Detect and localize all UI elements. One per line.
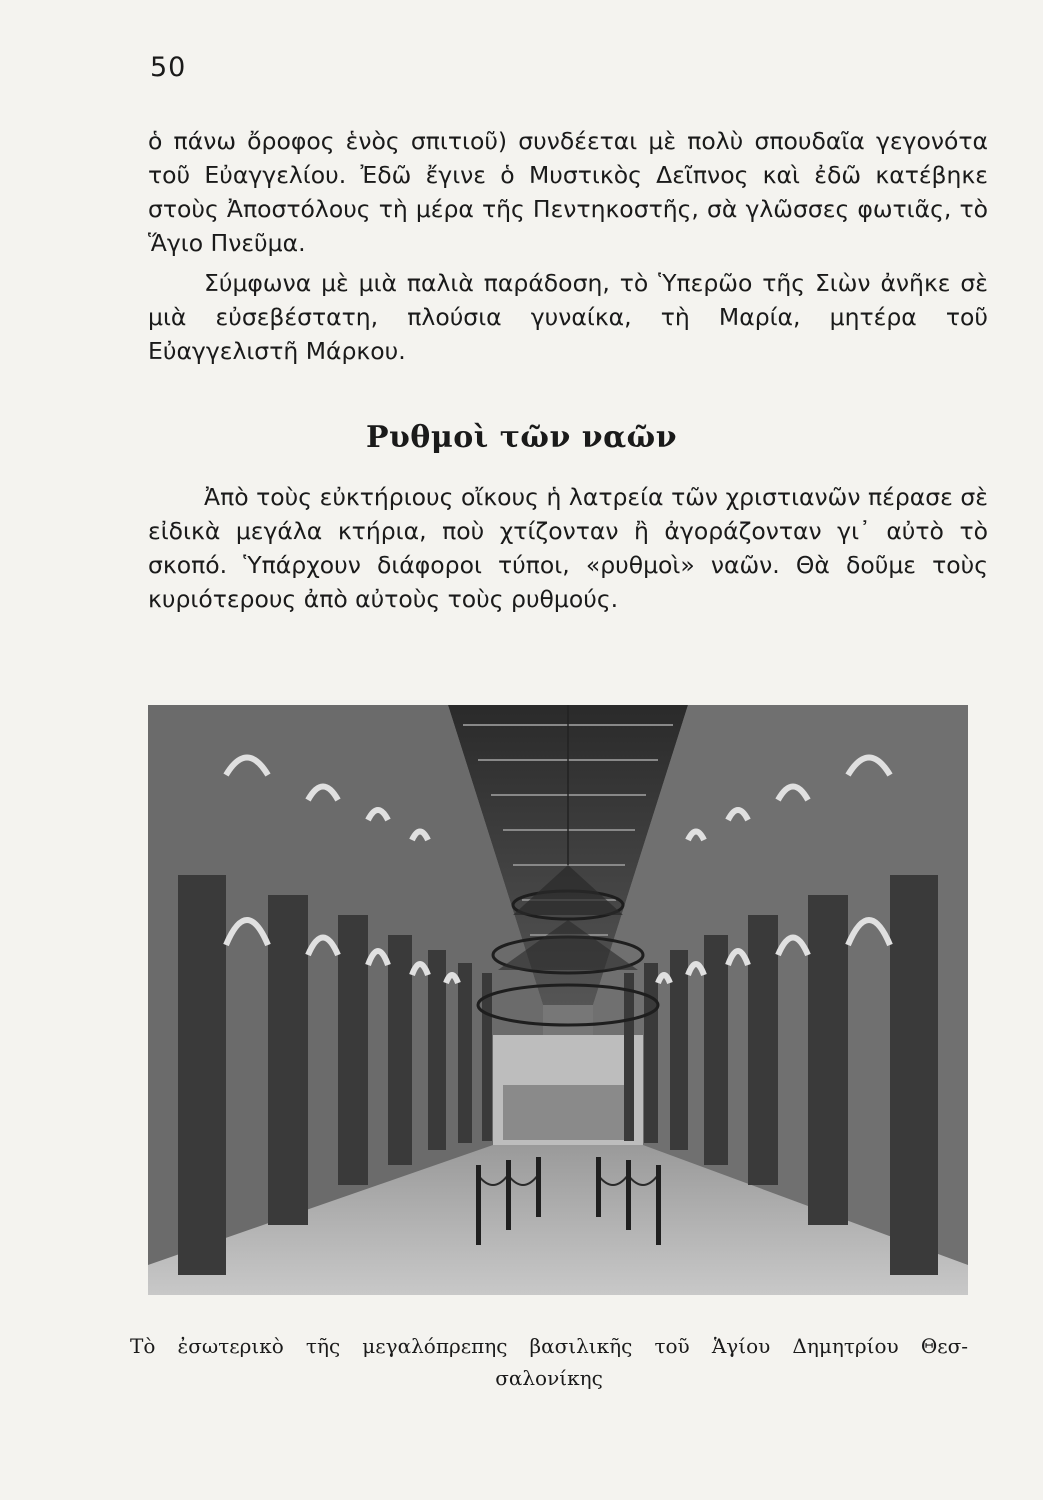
photo-caption bbox=[130, 1330, 968, 1394]
section-paragraph: Ἀπὸ τοὺς εὐκτήριους οἴκους ἡ λατρεία τῶν χριστιανῶν πέρασε σὲ εἰδικὰ μεγάλα κτήρια, ποὺ χτίζονταν ἢ ἀγοράζονταν γι᾽ αὐτὸ τὸ σκοπό. Ὑπάρχουν διάφοροι τύποι, «ρυθμοὶ» ναῶν. Θὰ δοῦμε τοὺς κυριότερους ἀπὸ αὐτοὺς τοὺς ρυθμούς. bbox=[148, 483, 988, 613]
basilica-interior-photo bbox=[148, 705, 968, 1295]
paragraph-2: Σύμφωνα μὲ μιὰ παλιὰ παράδοση, τὸ Ὑπερῶο τῆς Σιὼν ἀνῆκε σὲ μιὰ εὐσεβέστατη, πλούσια γυναίκα, τὴ Μαρία, μητέρα τοῦ Εὐαγγελιστῆ Μάρκου. bbox=[148, 269, 988, 365]
page-number: 50 bbox=[150, 52, 187, 83]
caption-line-1: Τὸ ἐσωτερικὸ τῆς μεγαλόπρεπης βασιλικῆς τοῦ Ἁγίου Δημητρίου Θεσ- bbox=[130, 1334, 968, 1358]
paragraph-1: ὁ πάνω ὄροφος ἑνὸς σπιτιοῦ) συνδέεται μὲ πολὺ σπουδαῖα γεγονότα τοῦ Εὐαγγελίου. Ἐδῶ ἔγινε ὁ Μυστικὸς Δεῖπνος καὶ ἐδῶ κατέβηκε στοὺς Ἀποστόλους τὴ μέρα τῆς Πεντηκοστῆς, σὰ γλῶσσες φωτιᾶς, τὸ Ἅγιο Πνεῦμα. bbox=[148, 127, 988, 257]
caption-line-2: σαλονίκης bbox=[495, 1366, 603, 1390]
section-heading: Ρυθμοὶ τῶν ναῶν bbox=[365, 420, 678, 455]
